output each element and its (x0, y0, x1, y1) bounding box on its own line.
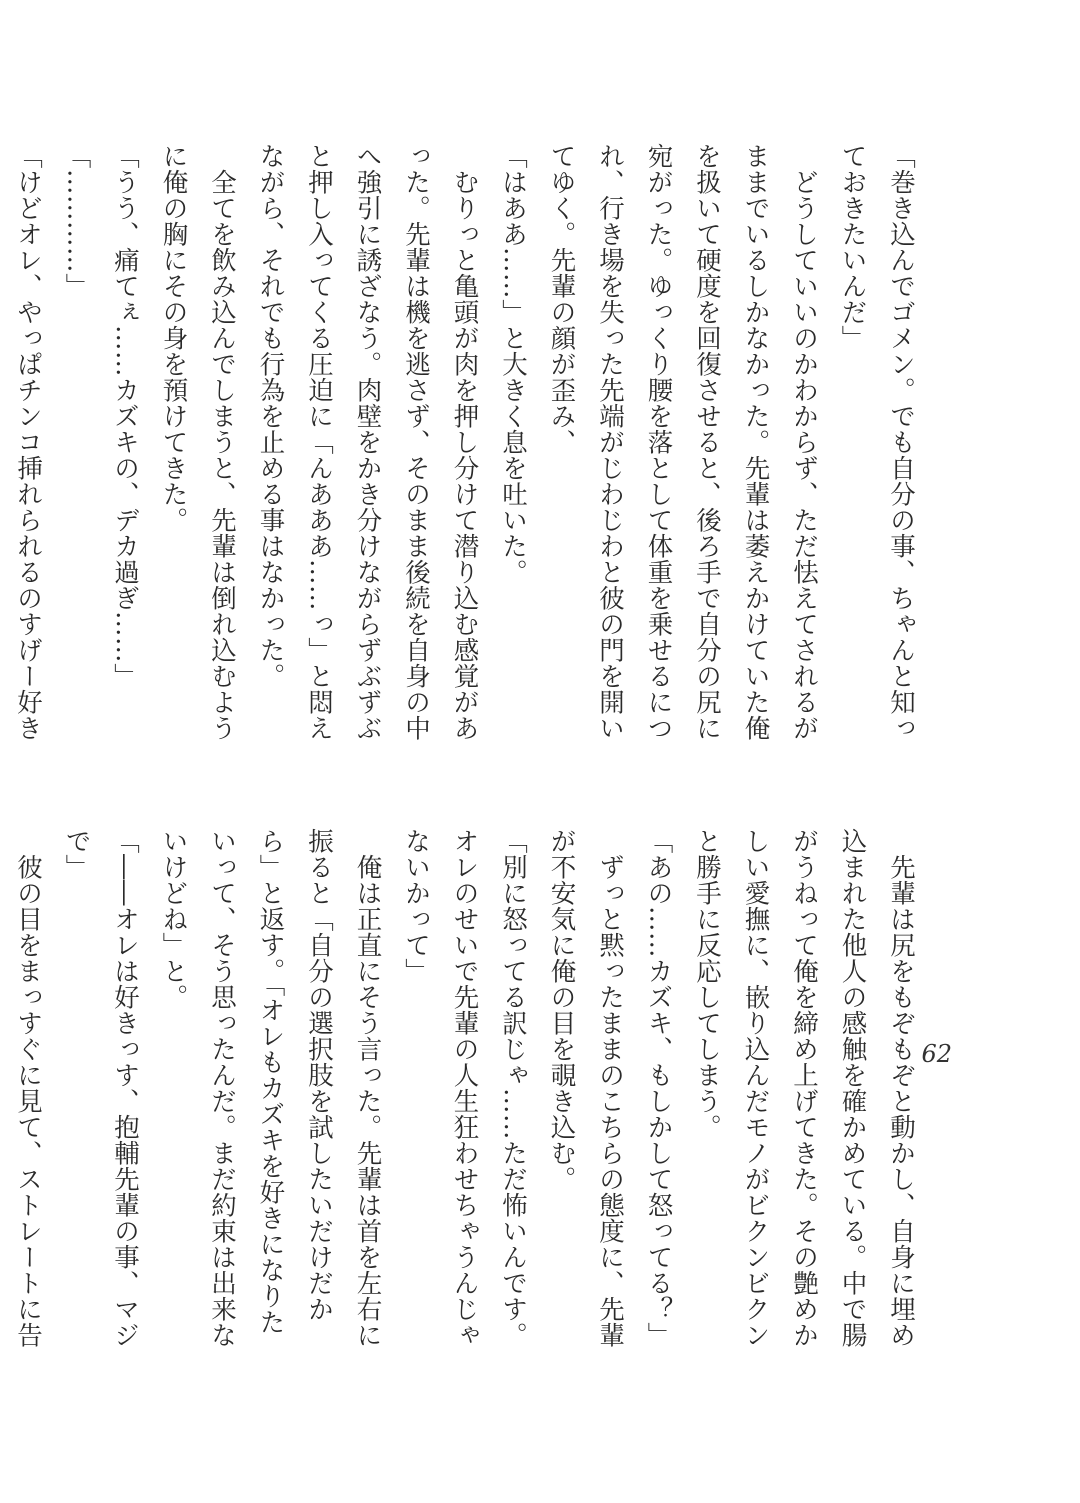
paragraph: 「…………」 (61, 143, 92, 299)
paragraph: 「はああ……」と大きく息を吐いた。 (498, 143, 528, 585)
lower-text-block (13, 828, 925, 1348)
paragraph: どうしていいのかわからず、ただ怯えてされるがままでいるしかなかった。先輩は萎えかけていた俺を扱いて硬度を回復させると、後ろ手で自分の尻に宛がった。ゆっくり腰を落として体重を乗せるにつれ、行き場を失った先端がじわじわと彼の門を開いてゆく。先輩の顔が歪み、 (546, 143, 819, 741)
paragraph: 「巻き込んでゴメン。でも自分の事、ちゃんと知っておきたいんだ」 (837, 143, 916, 741)
paragraph: 彼の目をまっすぐに見て、ストレートに告 (13, 854, 43, 1348)
upper-text-block (13, 143, 925, 763)
paragraph: 「あの……カズキ、もしかして怒ってる？」 (643, 828, 674, 1348)
paragraph: 全てを飲み込んでしまうと、先輩は倒れ込むように俺の胸にその身を預けてきた。 (158, 143, 237, 741)
page-number: 62 (921, 1040, 952, 1068)
paragraph: 「けどオレ、やっぱチンコ挿れられるのすげー好き (13, 143, 43, 741)
paragraph: 「うう、痛てぇ……カズキの、デカ過ぎ……」 (110, 143, 140, 689)
paragraph: 先輩は尻をもぞもぞと動かし、自身に埋め込まれた他人の感触を確かめている。中で腸がうねって俺を締め上げてきた。その艶めかしい愛撫に、嵌り込んだモノがビクンビクンと勝手に反応してしまう。 (692, 828, 916, 1348)
paragraph: むりっと亀頭が肉を押し分けて潜り込む感覚があった。先輩は機を逃さず、そのまま後続を自身の中へ強引に誘ざなう。肉壁をかき分けながらずぶずぶと押し入ってくる圧迫に「んあああ……っ」と悶えながら、それでも行為を止める事はなかった。 (255, 143, 480, 741)
paragraph: 俺は正直にそう言った。先輩は首を左右に振ると「自分の選択肢を試したいだけだから」と返す。「オレもカズキを好きになりたいって、そう思ったんだ。まだ約束は出来ないけどね」と。 (158, 828, 383, 1348)
paragraph: ずっと黙ったままのこちらの態度に、先輩が不安気に俺の目を覗き込む。 (546, 828, 625, 1348)
paragraph: 「――オレは好きっす、抱輔先輩の事、マジで」 (61, 828, 140, 1348)
paragraph: 「別に怒ってる訳じゃ……ただ怖いんです。オレのせいで先輩の人生狂わせちゃうんじゃないかって」 (401, 828, 528, 1348)
